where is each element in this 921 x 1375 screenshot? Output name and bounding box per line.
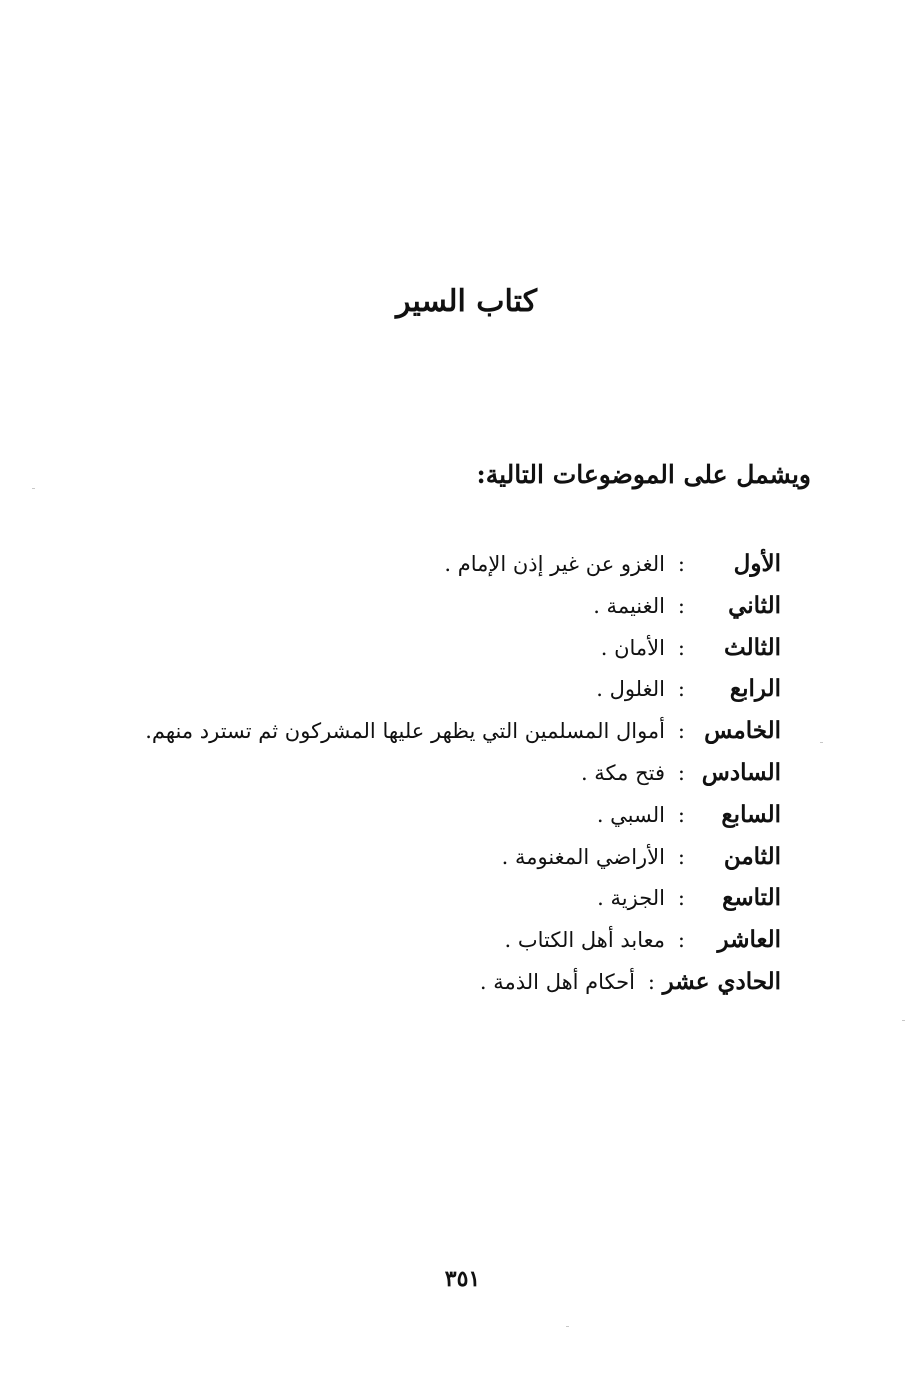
topic-separator: : [677, 552, 685, 576]
topic-item-8 [145, 843, 781, 885]
topic-separator: : [677, 635, 685, 660]
topic-separator: : [677, 928, 685, 953]
topic-ordinal: الثاني [728, 591, 781, 619]
topic-item-6 [145, 759, 781, 801]
topic-subject: أحكام أهل الذمة . [479, 969, 635, 994]
scan-speck [32, 488, 35, 489]
topic-subject: معابد أهل الكتاب . [504, 928, 665, 953]
topic-subject: فتح مكة . [580, 760, 665, 785]
topic-ordinal: الرابع [729, 675, 781, 703]
scan-speck [902, 1020, 905, 1021]
topic-ordinal: الحادي عشر [662, 967, 781, 995]
topic-item-2 [145, 592, 781, 634]
topic-subject: الغلول . [596, 677, 665, 702]
topic-subject: الجزية . [597, 886, 665, 911]
topic-separator: : [647, 969, 655, 994]
scan-speck [820, 742, 823, 743]
topic-ordinal: الثالث [724, 633, 781, 661]
topic-ordinal: العاشر [717, 926, 781, 954]
topic-item-5 [145, 717, 781, 759]
scan-speck [566, 1326, 569, 1327]
topic-subject: الغنيمة . [593, 593, 665, 618]
topic-separator: : [677, 719, 685, 744]
topic-item-3 [145, 634, 781, 676]
topics-list [145, 550, 781, 1010]
topic-ordinal: السابع [721, 800, 781, 828]
topic-separator: : [677, 677, 685, 702]
page-number: ٣٥١ [444, 1266, 481, 1292]
topic-separator: : [677, 802, 685, 827]
topic-ordinal: الأول [733, 550, 781, 577]
topic-item-9 [145, 884, 781, 926]
topic-subject: السبي . [596, 802, 665, 827]
chapter-title: كتاب السير [395, 284, 537, 319]
topic-item-1 [145, 550, 781, 592]
topic-ordinal: الخامس [704, 717, 781, 745]
topic-subject: أموال المسلمين التي يظهر عليها المشركون ثم تسترد منهم. [145, 719, 665, 744]
topic-separator: : [677, 593, 685, 618]
topic-item-11 [145, 968, 781, 1010]
topic-subject: الأراضي المغنومة . [501, 844, 665, 869]
topic-ordinal: التاسع [722, 884, 781, 912]
intro-text: ويشمل على الموضوعات التالية: [476, 460, 811, 489]
topic-item-4 [145, 675, 781, 717]
topic-ordinal: السادس [701, 758, 781, 786]
topic-separator: : [677, 760, 685, 785]
topic-ordinal: الثامن [723, 842, 781, 870]
topic-separator: : [677, 844, 685, 869]
topic-item-10 [145, 926, 781, 968]
topic-item-7 [145, 801, 781, 843]
topic-separator: : [677, 886, 685, 911]
topic-subject: الغزو عن غير إذن الإمام . [444, 552, 665, 576]
topic-subject: الأمان . [600, 635, 665, 660]
